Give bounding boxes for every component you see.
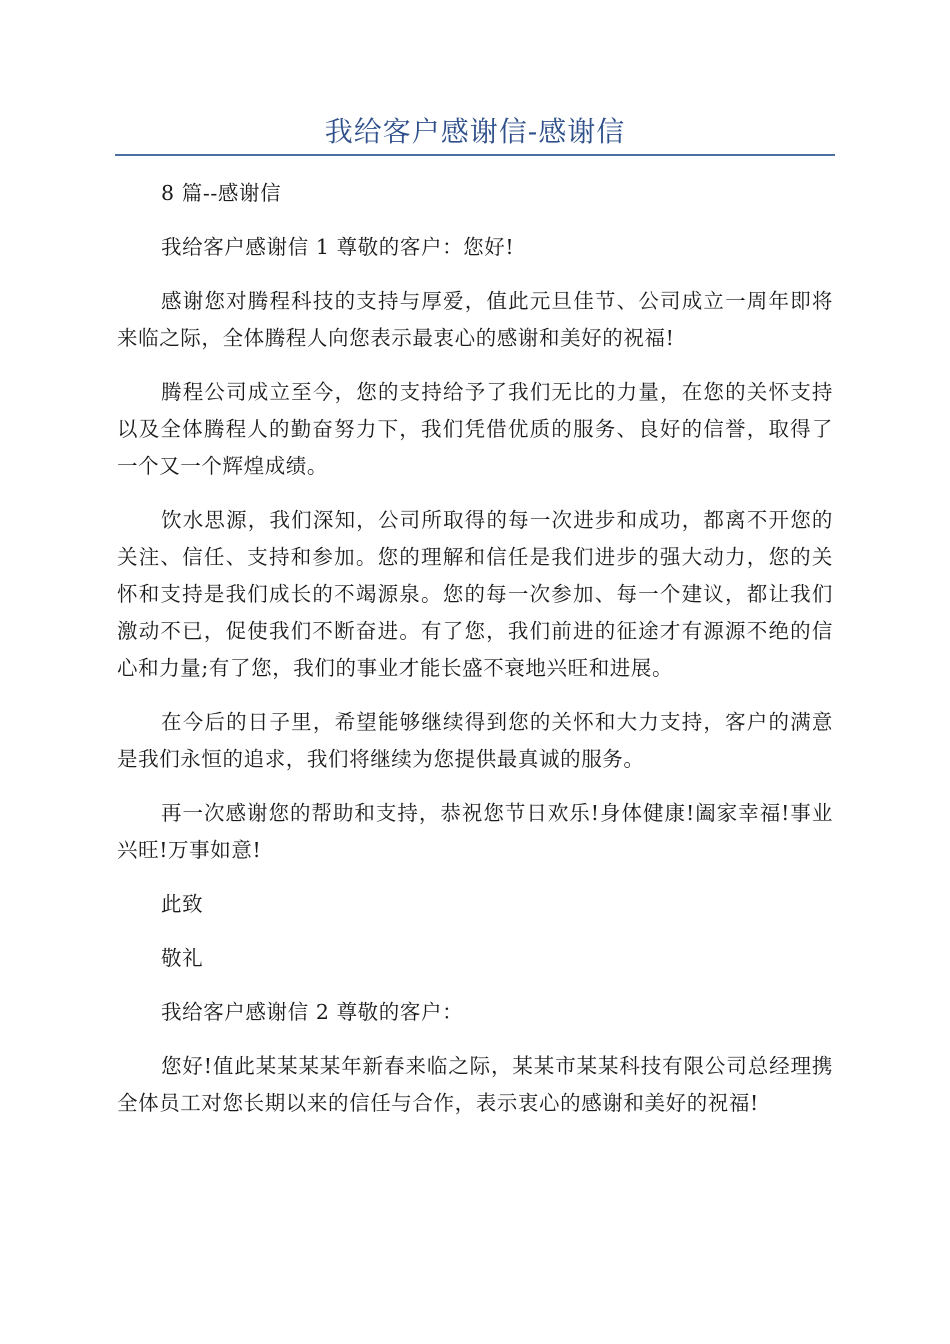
paragraph-wishes: 再一次感谢您的帮助和支持，恭祝您节日欢乐!身体健康!阖家幸福!事业兴旺!万事如意! xyxy=(117,801,833,862)
paragraph-letter1-greeting: 我给客户感谢信 1 尊敬的客户：您好! xyxy=(161,235,515,259)
title-underline xyxy=(115,154,835,156)
paragraph-support: 腾程公司成立至今，您的支持给予了我们无比的力量，在您的关怀支持以及全体腾程人的勤奋努力下，我们凭借优质的服务、良好的信誉，取得了一个又一个辉煌成绩。 xyxy=(117,380,833,478)
paragraph-closing-1: 此致 xyxy=(161,892,204,916)
paragraph-thanks: 感谢您对腾程科技的支持与厚爱，值此元旦佳节、公司成立一周年即将来临之际，全体腾程人向您表示最衷心的感谢和美好的祝福! xyxy=(117,289,833,350)
paragraph-gratitude: 饮水思源，我们深知，公司所取得的每一次进步和成功，都离不开您的关注、信任、支持和参加。您的理解和信任是我们进步的强大动力，您的关怀和支持是我们成长的不竭源泉。您的每一次参加、每一个建议，都让我们激动不已，促使我们不断奋进。有了您，我们前进的征途才有源源不绝的信心和力量;有了您，我们的事业才能长盛不衰地兴旺和进展。 xyxy=(117,508,833,680)
paragraph-future: 在今后的日子里，希望能够继续得到您的关怀和大力支持，客户的满意是我们永恒的追求，我们将继续为您提供最真诚的服务。 xyxy=(117,710,833,771)
paragraph-letter2-body: 您好!值此某某某某年新春来临之际，某某市某某科技有限公司总经理携全体员工对您长期以来的信任与合作，表示衷心的感谢和美好的祝福! xyxy=(117,1054,833,1115)
document-body xyxy=(117,175,833,1139)
paragraph-subtitle: 8 篇--感谢信 xyxy=(161,181,282,205)
paragraph-closing-2: 敬礼 xyxy=(161,946,204,970)
document-title: 我给客户感谢信-感谢信 xyxy=(324,115,626,148)
paragraph-letter2-greeting: 我给客户感谢信 2 尊敬的客户： xyxy=(161,1000,464,1024)
